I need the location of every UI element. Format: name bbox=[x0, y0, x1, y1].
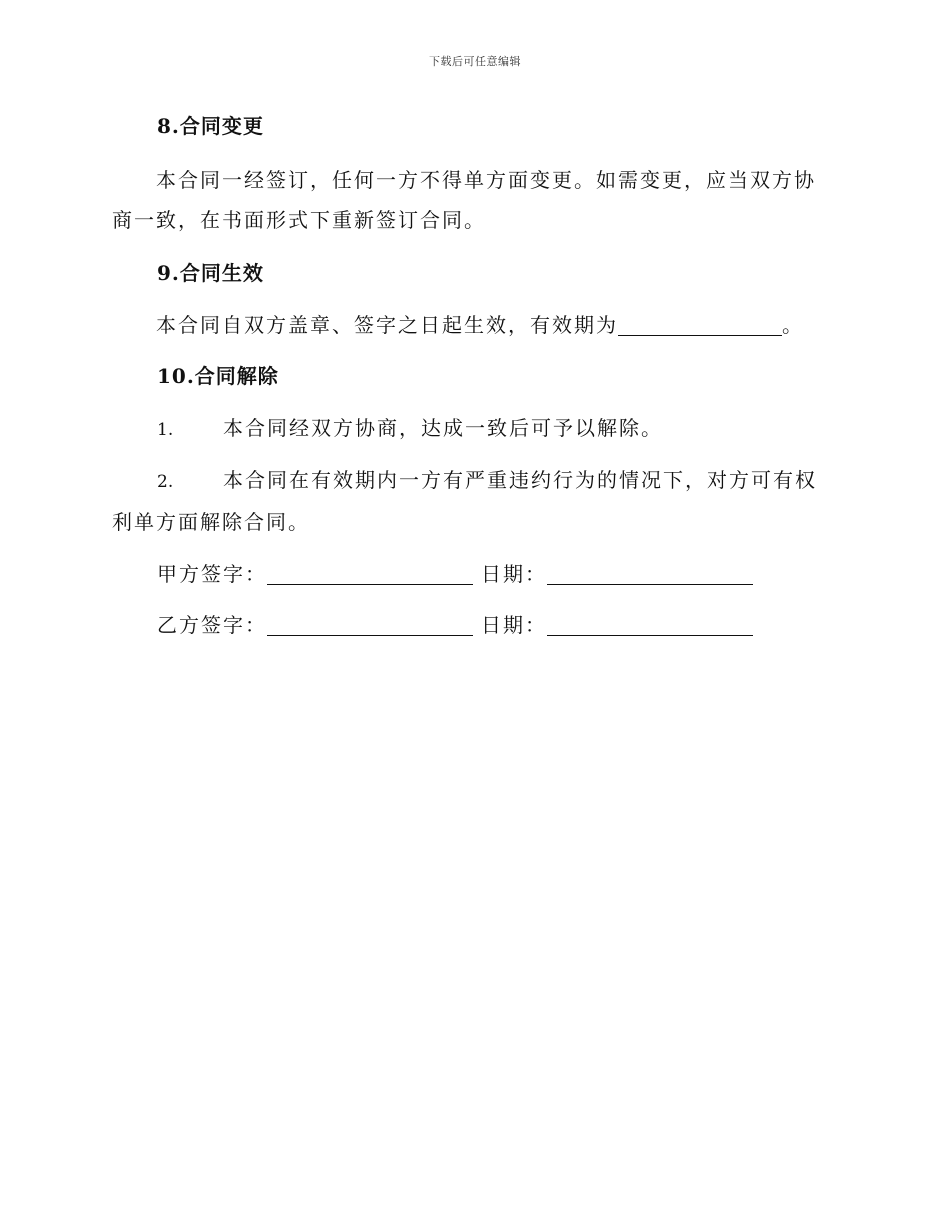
list-item-text: 本合同在有效期内一方有严重违约行为的情况下，对方可有权利单方面解除合同。 bbox=[112, 468, 817, 534]
list-item bbox=[157, 408, 837, 450]
party-b-signature-row bbox=[157, 605, 761, 645]
party-a-signature-row bbox=[157, 554, 761, 594]
party-a-signature-line bbox=[267, 562, 473, 585]
list-item-number: 2. bbox=[157, 472, 174, 492]
party-a-date-line bbox=[547, 562, 753, 585]
section-heading-8: 8.合同变更 bbox=[157, 114, 264, 138]
section-9-paragraph bbox=[112, 305, 836, 345]
section-9-text: 本合同自双方盖章、签字之日起生效，有效期为 bbox=[156, 313, 618, 337]
party-b-date-line bbox=[547, 613, 753, 636]
page-header: 下载后可任意编辑 bbox=[429, 55, 521, 68]
party-b-signature-label: 乙方签字： bbox=[157, 613, 267, 637]
validity-period-blank bbox=[618, 313, 782, 336]
party-b-signature-line bbox=[267, 613, 473, 636]
section-heading-10: 10.合同解除 bbox=[157, 364, 279, 388]
list-item-number: 1. bbox=[157, 420, 174, 440]
list-item bbox=[112, 460, 836, 542]
party-b-date-label: 日期： bbox=[481, 613, 547, 637]
list-item-text: 本合同经双方协商，达成一致后可予以解除。 bbox=[223, 416, 663, 440]
section-9-end: 。 bbox=[782, 313, 804, 337]
section-heading-9: 9.合同生效 bbox=[157, 261, 264, 285]
section-8-paragraph: 本合同一经签订，任何一方不得单方面变更。如需变更，应当双方协商一致，在书面形式下重新签订合同。 bbox=[112, 168, 816, 232]
party-a-date-label: 日期： bbox=[481, 562, 547, 586]
party-a-signature-label: 甲方签字： bbox=[157, 562, 267, 586]
